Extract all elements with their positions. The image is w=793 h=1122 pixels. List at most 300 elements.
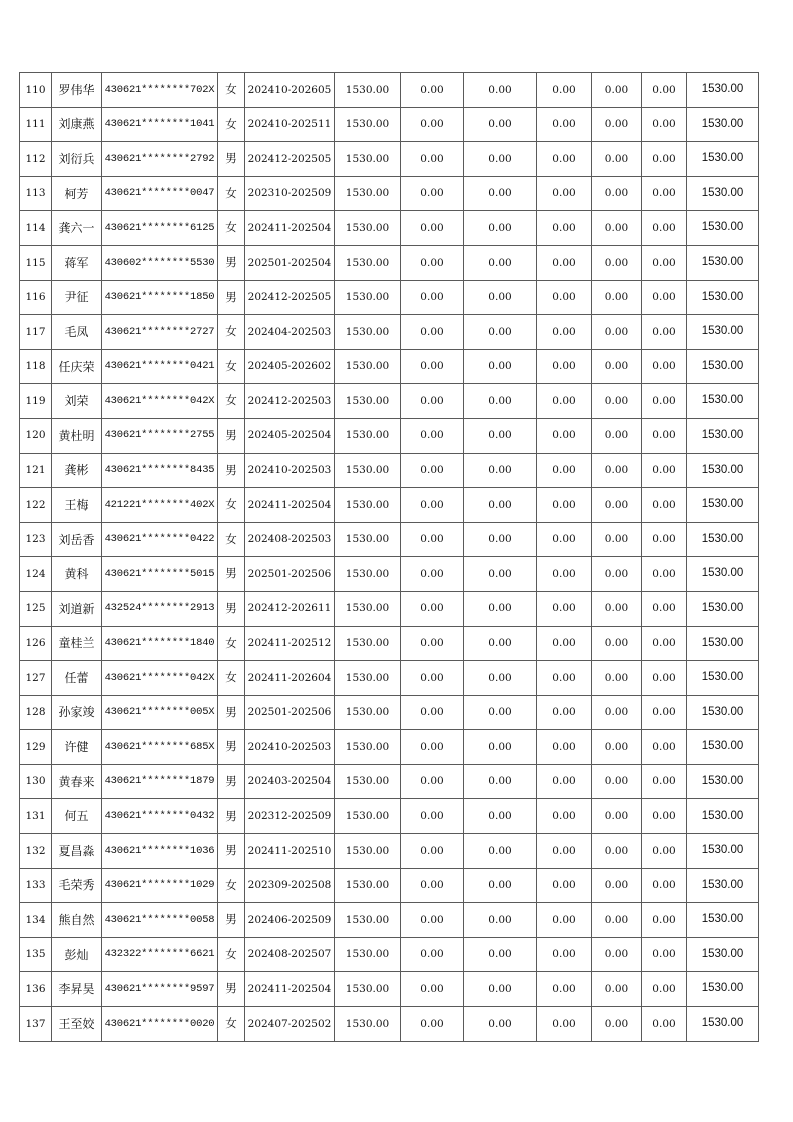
amount-cell-4: 0.00: [537, 211, 592, 246]
id-number-cell: 432524********2913: [102, 591, 218, 626]
amount-cell-6: 0.00: [642, 384, 687, 419]
amount-cell-6: 0.00: [642, 557, 687, 592]
amount-cell-6: 0.00: [642, 315, 687, 350]
amount-cell-2: 0.00: [401, 730, 464, 765]
total-amount-cell: 1530.00: [687, 972, 759, 1007]
period-cell: 202406-202509: [245, 903, 335, 938]
amount-cell-4: 0.00: [537, 107, 592, 142]
id-number-cell: 430621********042X: [102, 661, 218, 696]
period-cell: 202411-202604: [245, 661, 335, 696]
amount-cell-2: 0.00: [401, 418, 464, 453]
amount-cell-4: 0.00: [537, 557, 592, 592]
amount-cell-6: 0.00: [642, 695, 687, 730]
table-row: [20, 903, 759, 938]
name-cell: 黄春来: [52, 764, 102, 799]
gender-cell: 女: [218, 349, 245, 384]
amount-cell-4: 0.00: [537, 834, 592, 869]
gender-cell: 女: [218, 384, 245, 419]
subsidy-amount-cell: 1530.00: [335, 937, 401, 972]
amount-cell-2: 0.00: [401, 488, 464, 523]
name-cell: 任庆荣: [52, 349, 102, 384]
table-row: [20, 661, 759, 696]
id-number-cell: 430621********2792: [102, 142, 218, 177]
gender-cell: 男: [218, 834, 245, 869]
total-amount-cell: 1530.00: [687, 73, 759, 108]
amount-cell-3: 0.00: [464, 764, 537, 799]
subsidy-amount-cell: 1530.00: [335, 903, 401, 938]
amount-cell-5: 0.00: [592, 1007, 642, 1042]
name-cell: 黄科: [52, 557, 102, 592]
amount-cell-4: 0.00: [537, 626, 592, 661]
amount-cell-6: 0.00: [642, 107, 687, 142]
gender-cell: 女: [218, 1007, 245, 1042]
amount-cell-2: 0.00: [401, 972, 464, 1007]
name-cell: 任蕾: [52, 661, 102, 696]
id-number-cell: 430621********0422: [102, 522, 218, 557]
amount-cell-4: 0.00: [537, 280, 592, 315]
total-amount-cell: 1530.00: [687, 211, 759, 246]
id-number-cell: 430602********5530: [102, 245, 218, 280]
total-amount-cell: 1530.00: [687, 695, 759, 730]
total-amount-cell: 1530.00: [687, 384, 759, 419]
amount-cell-3: 0.00: [464, 903, 537, 938]
amount-cell-6: 0.00: [642, 245, 687, 280]
table-row: [20, 937, 759, 972]
table-row: [20, 315, 759, 350]
amount-cell-6: 0.00: [642, 453, 687, 488]
row-number-cell: 114: [20, 211, 52, 246]
amount-cell-2: 0.00: [401, 73, 464, 108]
amount-cell-4: 0.00: [537, 176, 592, 211]
amount-cell-2: 0.00: [401, 107, 464, 142]
total-amount-cell: 1530.00: [687, 764, 759, 799]
gender-cell: 男: [218, 903, 245, 938]
total-amount-cell: 1530.00: [687, 557, 759, 592]
row-number-cell: 110: [20, 73, 52, 108]
amount-cell-6: 0.00: [642, 799, 687, 834]
amount-cell-4: 0.00: [537, 453, 592, 488]
gender-cell: 女: [218, 488, 245, 523]
amount-cell-6: 0.00: [642, 868, 687, 903]
amount-cell-5: 0.00: [592, 280, 642, 315]
row-number-cell: 122: [20, 488, 52, 523]
amount-cell-3: 0.00: [464, 522, 537, 557]
row-number-cell: 137: [20, 1007, 52, 1042]
name-cell: 王梅: [52, 488, 102, 523]
amount-cell-3: 0.00: [464, 107, 537, 142]
subsidy-amount-cell: 1530.00: [335, 661, 401, 696]
name-cell: 熊自然: [52, 903, 102, 938]
amount-cell-3: 0.00: [464, 868, 537, 903]
amount-cell-5: 0.00: [592, 73, 642, 108]
amount-cell-4: 0.00: [537, 1007, 592, 1042]
id-number-cell: 430621********1036: [102, 834, 218, 869]
subsidy-amount-cell: 1530.00: [335, 384, 401, 419]
name-cell: 龚六一: [52, 211, 102, 246]
period-cell: 202412-202505: [245, 280, 335, 315]
amount-cell-2: 0.00: [401, 280, 464, 315]
subsidy-amount-cell: 1530.00: [335, 799, 401, 834]
roster-body: [20, 73, 759, 1042]
amount-cell-3: 0.00: [464, 591, 537, 626]
amount-cell-2: 0.00: [401, 799, 464, 834]
row-number-cell: 115: [20, 245, 52, 280]
gender-cell: 男: [218, 764, 245, 799]
amount-cell-4: 0.00: [537, 972, 592, 1007]
amount-cell-3: 0.00: [464, 384, 537, 419]
row-number-cell: 120: [20, 418, 52, 453]
amount-cell-5: 0.00: [592, 315, 642, 350]
gender-cell: 女: [218, 522, 245, 557]
amount-cell-2: 0.00: [401, 1007, 464, 1042]
total-amount-cell: 1530.00: [687, 626, 759, 661]
period-cell: 202410-202503: [245, 453, 335, 488]
subsidy-amount-cell: 1530.00: [335, 591, 401, 626]
id-number-cell: 430621********2755: [102, 418, 218, 453]
table-row: [20, 730, 759, 765]
row-number-cell: 118: [20, 349, 52, 384]
subsidy-amount-cell: 1530.00: [335, 349, 401, 384]
amount-cell-2: 0.00: [401, 937, 464, 972]
total-amount-cell: 1530.00: [687, 799, 759, 834]
amount-cell-6: 0.00: [642, 73, 687, 108]
amount-cell-4: 0.00: [537, 868, 592, 903]
amount-cell-3: 0.00: [464, 834, 537, 869]
table-row: [20, 1007, 759, 1042]
amount-cell-3: 0.00: [464, 730, 537, 765]
amount-cell-2: 0.00: [401, 903, 464, 938]
name-cell: 王至姣: [52, 1007, 102, 1042]
amount-cell-5: 0.00: [592, 799, 642, 834]
amount-cell-2: 0.00: [401, 522, 464, 557]
subsidy-amount-cell: 1530.00: [335, 522, 401, 557]
total-amount-cell: 1530.00: [687, 937, 759, 972]
period-cell: 202405-202602: [245, 349, 335, 384]
amount-cell-3: 0.00: [464, 245, 537, 280]
subsidy-amount-cell: 1530.00: [335, 107, 401, 142]
name-cell: 刘康燕: [52, 107, 102, 142]
amount-cell-5: 0.00: [592, 972, 642, 1007]
row-number-cell: 121: [20, 453, 52, 488]
period-cell: 202410-202503: [245, 730, 335, 765]
amount-cell-3: 0.00: [464, 799, 537, 834]
amount-cell-6: 0.00: [642, 349, 687, 384]
total-amount-cell: 1530.00: [687, 315, 759, 350]
amount-cell-5: 0.00: [592, 107, 642, 142]
table-row: [20, 245, 759, 280]
gender-cell: 女: [218, 73, 245, 108]
table-row: [20, 280, 759, 315]
amount-cell-5: 0.00: [592, 349, 642, 384]
period-cell: 202501-202506: [245, 557, 335, 592]
total-amount-cell: 1530.00: [687, 591, 759, 626]
table-row: [20, 176, 759, 211]
subsidy-amount-cell: 1530.00: [335, 730, 401, 765]
table-row: [20, 695, 759, 730]
amount-cell-3: 0.00: [464, 937, 537, 972]
amount-cell-3: 0.00: [464, 1007, 537, 1042]
total-amount-cell: 1530.00: [687, 280, 759, 315]
period-cell: 202411-202512: [245, 626, 335, 661]
amount-cell-5: 0.00: [592, 488, 642, 523]
amount-cell-6: 0.00: [642, 591, 687, 626]
amount-cell-5: 0.00: [592, 903, 642, 938]
id-number-cell: 430621********1029: [102, 868, 218, 903]
subsidy-amount-cell: 1530.00: [335, 695, 401, 730]
amount-cell-4: 0.00: [537, 730, 592, 765]
amount-cell-2: 0.00: [401, 764, 464, 799]
period-cell: 202405-202504: [245, 418, 335, 453]
name-cell: 尹征: [52, 280, 102, 315]
name-cell: 蒋军: [52, 245, 102, 280]
gender-cell: 女: [218, 868, 245, 903]
table-row: [20, 834, 759, 869]
total-amount-cell: 1530.00: [687, 142, 759, 177]
row-number-cell: 112: [20, 142, 52, 177]
amount-cell-4: 0.00: [537, 73, 592, 108]
id-number-cell: 430621********5015: [102, 557, 218, 592]
subsidy-amount-cell: 1530.00: [335, 245, 401, 280]
total-amount-cell: 1530.00: [687, 107, 759, 142]
amount-cell-6: 0.00: [642, 142, 687, 177]
gender-cell: 女: [218, 107, 245, 142]
id-number-cell: 430621********8435: [102, 453, 218, 488]
id-number-cell: 432322********6621: [102, 937, 218, 972]
subsidy-amount-cell: 1530.00: [335, 1007, 401, 1042]
subsidy-amount-cell: 1530.00: [335, 626, 401, 661]
gender-cell: 男: [218, 591, 245, 626]
total-amount-cell: 1530.00: [687, 903, 759, 938]
amount-cell-5: 0.00: [592, 695, 642, 730]
amount-cell-6: 0.00: [642, 280, 687, 315]
amount-cell-3: 0.00: [464, 280, 537, 315]
total-amount-cell: 1530.00: [687, 834, 759, 869]
amount-cell-6: 0.00: [642, 972, 687, 1007]
total-amount-cell: 1530.00: [687, 418, 759, 453]
total-amount-cell: 1530.00: [687, 661, 759, 696]
amount-cell-3: 0.00: [464, 73, 537, 108]
amount-cell-3: 0.00: [464, 315, 537, 350]
table-row: [20, 453, 759, 488]
amount-cell-4: 0.00: [537, 488, 592, 523]
period-cell: 202501-202506: [245, 695, 335, 730]
total-amount-cell: 1530.00: [687, 176, 759, 211]
subsidy-amount-cell: 1530.00: [335, 142, 401, 177]
amount-cell-3: 0.00: [464, 349, 537, 384]
amount-cell-4: 0.00: [537, 591, 592, 626]
gender-cell: 男: [218, 730, 245, 765]
row-number-cell: 125: [20, 591, 52, 626]
amount-cell-2: 0.00: [401, 142, 464, 177]
subsidy-amount-cell: 1530.00: [335, 453, 401, 488]
amount-cell-4: 0.00: [537, 142, 592, 177]
amount-cell-3: 0.00: [464, 661, 537, 696]
amount-cell-4: 0.00: [537, 522, 592, 557]
period-cell: 202501-202504: [245, 245, 335, 280]
id-number-cell: 430621********005X: [102, 695, 218, 730]
id-number-cell: 430621********0058: [102, 903, 218, 938]
subsidy-amount-cell: 1530.00: [335, 834, 401, 869]
gender-cell: 男: [218, 418, 245, 453]
amount-cell-5: 0.00: [592, 937, 642, 972]
amount-cell-5: 0.00: [592, 661, 642, 696]
amount-cell-6: 0.00: [642, 730, 687, 765]
amount-cell-2: 0.00: [401, 868, 464, 903]
row-number-cell: 119: [20, 384, 52, 419]
amount-cell-6: 0.00: [642, 937, 687, 972]
amount-cell-5: 0.00: [592, 557, 642, 592]
period-cell: 202403-202504: [245, 764, 335, 799]
amount-cell-6: 0.00: [642, 834, 687, 869]
amount-cell-5: 0.00: [592, 868, 642, 903]
gender-cell: 男: [218, 972, 245, 1007]
amount-cell-3: 0.00: [464, 695, 537, 730]
amount-cell-6: 0.00: [642, 418, 687, 453]
total-amount-cell: 1530.00: [687, 522, 759, 557]
name-cell: 黄杜明: [52, 418, 102, 453]
amount-cell-3: 0.00: [464, 557, 537, 592]
subsidy-amount-cell: 1530.00: [335, 315, 401, 350]
amount-cell-6: 0.00: [642, 488, 687, 523]
subsidy-amount-cell: 1530.00: [335, 764, 401, 799]
id-number-cell: 430621********042X: [102, 384, 218, 419]
id-number-cell: 430621********1041: [102, 107, 218, 142]
row-number-cell: 135: [20, 937, 52, 972]
amount-cell-6: 0.00: [642, 626, 687, 661]
amount-cell-4: 0.00: [537, 661, 592, 696]
amount-cell-5: 0.00: [592, 211, 642, 246]
amount-cell-4: 0.00: [537, 799, 592, 834]
name-cell: 刘道新: [52, 591, 102, 626]
amount-cell-2: 0.00: [401, 591, 464, 626]
gender-cell: 女: [218, 661, 245, 696]
id-number-cell: 430621********1840: [102, 626, 218, 661]
name-cell: 龚彬: [52, 453, 102, 488]
name-cell: 彭灿: [52, 937, 102, 972]
table-row: [20, 799, 759, 834]
amount-cell-2: 0.00: [401, 176, 464, 211]
amount-cell-6: 0.00: [642, 661, 687, 696]
gender-cell: 男: [218, 280, 245, 315]
period-cell: 202412-202503: [245, 384, 335, 419]
amount-cell-5: 0.00: [592, 142, 642, 177]
row-number-cell: 127: [20, 661, 52, 696]
amount-cell-2: 0.00: [401, 695, 464, 730]
amount-cell-4: 0.00: [537, 384, 592, 419]
amount-cell-6: 0.00: [642, 764, 687, 799]
row-number-cell: 136: [20, 972, 52, 1007]
table-row: [20, 764, 759, 799]
period-cell: 202410-202511: [245, 107, 335, 142]
amount-cell-2: 0.00: [401, 349, 464, 384]
id-number-cell: 430621********0047: [102, 176, 218, 211]
name-cell: 童桂兰: [52, 626, 102, 661]
row-number-cell: 131: [20, 799, 52, 834]
total-amount-cell: 1530.00: [687, 1007, 759, 1042]
gender-cell: 男: [218, 557, 245, 592]
period-cell: 202408-202507: [245, 937, 335, 972]
gender-cell: 男: [218, 695, 245, 730]
amount-cell-6: 0.00: [642, 176, 687, 211]
row-number-cell: 117: [20, 315, 52, 350]
total-amount-cell: 1530.00: [687, 453, 759, 488]
amount-cell-3: 0.00: [464, 488, 537, 523]
subsidy-amount-cell: 1530.00: [335, 73, 401, 108]
amount-cell-4: 0.00: [537, 418, 592, 453]
id-number-cell: 430621********0421: [102, 349, 218, 384]
id-number-cell: 430621********9597: [102, 972, 218, 1007]
table-row: [20, 418, 759, 453]
subsidy-amount-cell: 1530.00: [335, 280, 401, 315]
amount-cell-2: 0.00: [401, 384, 464, 419]
name-cell: 许健: [52, 730, 102, 765]
table-row: [20, 142, 759, 177]
row-number-cell: 116: [20, 280, 52, 315]
table-row: [20, 384, 759, 419]
period-cell: 202411-202504: [245, 972, 335, 1007]
gender-cell: 女: [218, 315, 245, 350]
amount-cell-3: 0.00: [464, 972, 537, 1007]
period-cell: 202411-202504: [245, 488, 335, 523]
row-number-cell: 111: [20, 107, 52, 142]
amount-cell-3: 0.00: [464, 418, 537, 453]
id-number-cell: 430621********6125: [102, 211, 218, 246]
period-cell: 202310-202509: [245, 176, 335, 211]
amount-cell-4: 0.00: [537, 315, 592, 350]
name-cell: 何五: [52, 799, 102, 834]
amount-cell-3: 0.00: [464, 211, 537, 246]
amount-cell-6: 0.00: [642, 1007, 687, 1042]
row-number-cell: 128: [20, 695, 52, 730]
subsidy-amount-cell: 1530.00: [335, 972, 401, 1007]
amount-cell-5: 0.00: [592, 626, 642, 661]
amount-cell-5: 0.00: [592, 591, 642, 626]
gender-cell: 女: [218, 937, 245, 972]
row-number-cell: 133: [20, 868, 52, 903]
subsidy-roster-table: [19, 72, 759, 1042]
amount-cell-4: 0.00: [537, 903, 592, 938]
gender-cell: 男: [218, 142, 245, 177]
table-row: [20, 591, 759, 626]
id-number-cell: 430621********1850: [102, 280, 218, 315]
amount-cell-3: 0.00: [464, 142, 537, 177]
row-number-cell: 123: [20, 522, 52, 557]
row-number-cell: 134: [20, 903, 52, 938]
amount-cell-2: 0.00: [401, 453, 464, 488]
subsidy-amount-cell: 1530.00: [335, 868, 401, 903]
subsidy-amount-cell: 1530.00: [335, 488, 401, 523]
gender-cell: 男: [218, 453, 245, 488]
name-cell: 柯芳: [52, 176, 102, 211]
row-number-cell: 129: [20, 730, 52, 765]
amount-cell-5: 0.00: [592, 384, 642, 419]
subsidy-amount-cell: 1530.00: [335, 176, 401, 211]
period-cell: 202407-202502: [245, 1007, 335, 1042]
subsidy-amount-cell: 1530.00: [335, 557, 401, 592]
total-amount-cell: 1530.00: [687, 488, 759, 523]
amount-cell-5: 0.00: [592, 245, 642, 280]
amount-cell-4: 0.00: [537, 349, 592, 384]
row-number-cell: 130: [20, 764, 52, 799]
name-cell: 毛凤: [52, 315, 102, 350]
period-cell: 202408-202503: [245, 522, 335, 557]
amount-cell-5: 0.00: [592, 418, 642, 453]
amount-cell-4: 0.00: [537, 937, 592, 972]
amount-cell-5: 0.00: [592, 834, 642, 869]
table-row: [20, 73, 759, 108]
amount-cell-4: 0.00: [537, 245, 592, 280]
period-cell: 202412-202505: [245, 142, 335, 177]
